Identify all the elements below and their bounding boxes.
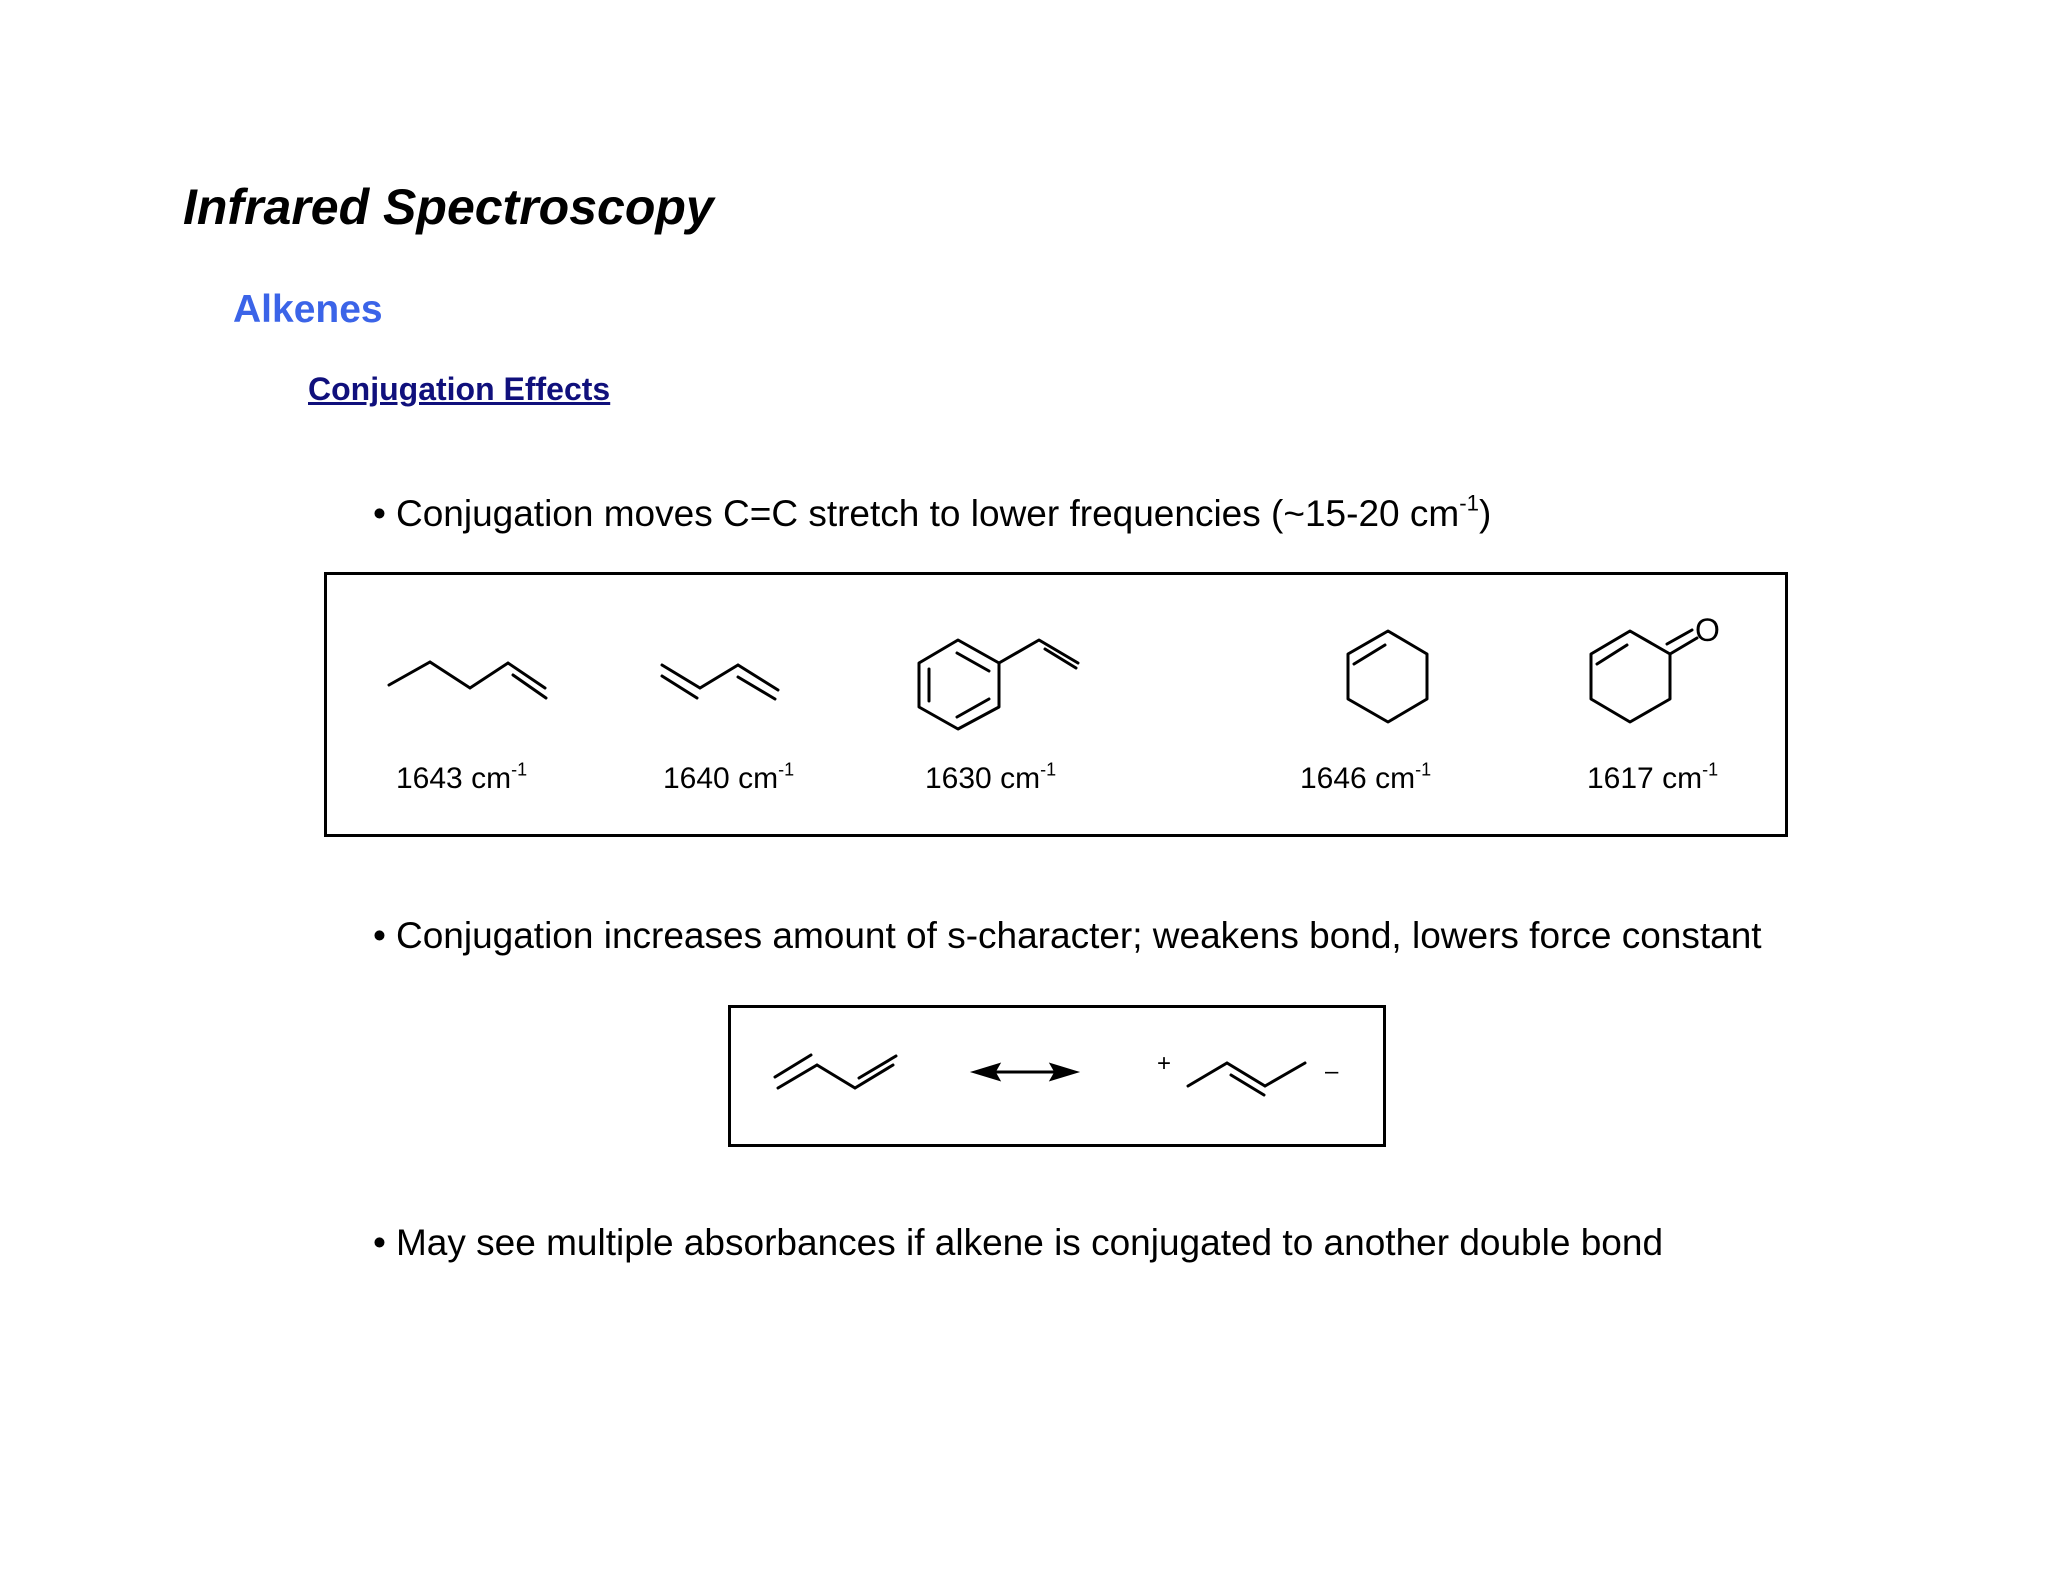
- bullet-marker: •: [373, 1222, 386, 1263]
- bullet-multiple-absorbances: [373, 1222, 1663, 1264]
- positive-charge: +: [1157, 1050, 1172, 1077]
- bullet-marker: •: [373, 493, 386, 534]
- styrene-structure: [900, 620, 1100, 740]
- bullet-superscript: -1: [1459, 490, 1479, 516]
- cyclohexene-structure: [1330, 620, 1450, 740]
- frequency-value: 1630: [925, 762, 992, 795]
- frequency-label-pentene: [396, 759, 528, 796]
- frequency-label-butadiene: [663, 759, 795, 796]
- frequency-unit: cm: [738, 762, 779, 795]
- bullet-text: May see multiple absorbances if alkene is conjugated to another double bond: [395, 1222, 1664, 1263]
- oxygen-label: O: [1695, 612, 1720, 648]
- page-title: Infrared Spectroscopy: [183, 179, 714, 235]
- frequency-exponent: -1: [1702, 759, 1719, 780]
- frequency-value: 1646: [1300, 762, 1367, 795]
- bullet-text: Conjugation moves C=C stretch to lower frequencies (~15-20 cm: [395, 493, 1460, 534]
- frequency-unit: cm: [471, 762, 512, 795]
- frequency-label-cyclohexene: [1300, 759, 1432, 796]
- frequency-label-styrene: [925, 759, 1057, 796]
- frequency-unit: cm: [1375, 762, 1416, 795]
- section-heading-alkenes: Alkenes: [233, 288, 383, 331]
- resonance-arrow-icon: [970, 1060, 1080, 1085]
- frequency-exponent: -1: [1415, 759, 1432, 780]
- frequency-exponent: -1: [1040, 759, 1057, 780]
- subsection-heading-conjugation: Conjugation Effects: [308, 371, 611, 407]
- bullet-marker: •: [373, 915, 386, 956]
- frequency-exponent: -1: [511, 759, 528, 780]
- bullet-text: Conjugation increases amount of s-character; weakens bond, lowers force constant: [395, 915, 1762, 956]
- frequency-unit: cm: [1662, 762, 1703, 795]
- frequency-exponent: -1: [778, 759, 795, 780]
- frequency-value: 1643: [396, 762, 463, 795]
- butadiene-resonance-structure: [770, 1040, 910, 1100]
- pentene-structure: [380, 650, 560, 710]
- bullet-conjugation-frequency: [373, 490, 1492, 535]
- frequency-unit: cm: [1000, 762, 1041, 795]
- butadiene-structure: [650, 650, 790, 710]
- bullet-s-character: [373, 915, 1762, 957]
- frequency-value: 1617: [1587, 762, 1654, 795]
- frequency-value: 1640: [663, 762, 730, 795]
- negative-charge: –: [1325, 1058, 1339, 1085]
- zwitterion-structure: [1180, 1040, 1320, 1100]
- frequency-label-cyclohexenone: [1587, 759, 1719, 796]
- bullet-suffix: ): [1478, 493, 1492, 534]
